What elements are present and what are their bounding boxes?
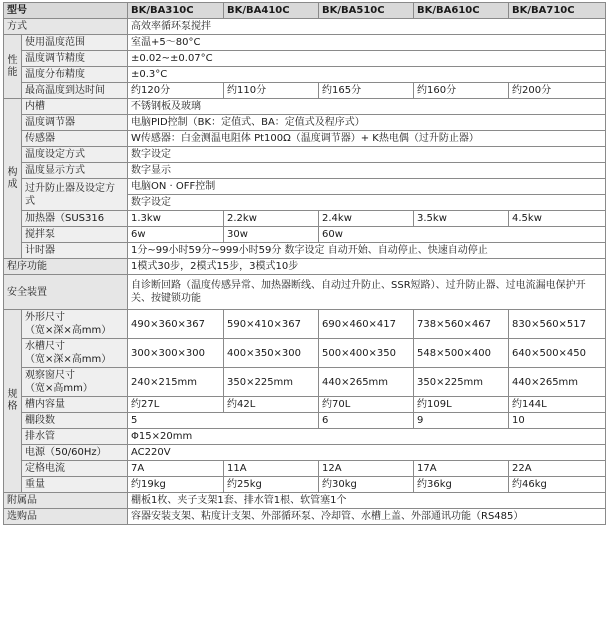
- drain-label: 排水管: [22, 429, 128, 445]
- program-label: 程序功能: [4, 259, 128, 275]
- pump-value-c: 60w: [319, 227, 606, 243]
- inner-tank-value: 不锈钢板及玻璃: [128, 99, 606, 115]
- time-to-max-row: [4, 83, 606, 99]
- heater-row: [4, 211, 606, 227]
- temp-display-value: 数字显示: [128, 163, 606, 179]
- model-4: BK/BA610C: [414, 3, 509, 19]
- time-to-max-3: 约165分: [319, 83, 414, 99]
- temp-setting-row: [4, 147, 606, 163]
- tank-size-label-1: 水槽尺寸: [25, 341, 65, 352]
- outer-size-label-1: 外形尺寸: [25, 312, 65, 323]
- sensor-row: [4, 131, 606, 147]
- shelves-row: [4, 413, 606, 429]
- specs-category: 规格: [4, 310, 22, 493]
- temp-distribution-label: 温度分布精度: [22, 67, 128, 83]
- outer-size-label-2: （宽×深×高mm）: [25, 325, 112, 336]
- window-size-5: 440×265mm: [509, 368, 606, 397]
- window-size-1: 240×215mm: [128, 368, 224, 397]
- time-to-max-4: 约160分: [414, 83, 509, 99]
- shelves-value-c: 9: [414, 413, 509, 429]
- model-5: BK/BA710C: [509, 3, 606, 19]
- temp-setting-label: 温度设定方式: [22, 147, 128, 163]
- model-2: BK/BA410C: [224, 3, 319, 19]
- temp-setting-value: 数字设定: [128, 147, 606, 163]
- outer-size-row: [4, 310, 606, 339]
- options-row: [4, 509, 606, 525]
- tank-size-5: 640×500×450: [509, 339, 606, 368]
- capacity-3: 约70L: [319, 397, 414, 413]
- program-value: 1模式30步，2模式15步，3模式10步: [128, 259, 606, 275]
- drain-row: [4, 429, 606, 445]
- time-to-max-1: 约120分: [128, 83, 224, 99]
- capacity-4: 约109L: [414, 397, 509, 413]
- weight-5: 约46kg: [509, 477, 606, 493]
- options-label: 选购品: [4, 509, 128, 525]
- time-to-max-label: 最高温度到达时间: [22, 83, 128, 99]
- safety-row: [4, 275, 606, 310]
- temp-controller-value: 电脑PID控制（BK：定值式、BA：定值式及程序式）: [128, 115, 606, 131]
- program-row: [4, 259, 606, 275]
- capacity-label: 槽内容量: [22, 397, 128, 413]
- weight-label: 重量: [22, 477, 128, 493]
- timer-row: [4, 243, 606, 259]
- window-size-3: 440×265mm: [319, 368, 414, 397]
- construction-category: 构成: [4, 99, 22, 259]
- overheat-label: 过升防止器及设定方式: [22, 179, 128, 211]
- window-size-2: 350×225mm: [224, 368, 319, 397]
- outer-size-3: 690×460×417: [319, 310, 414, 339]
- inner-tank-label: 内槽: [22, 99, 128, 115]
- outer-size-4: 738×560×467: [414, 310, 509, 339]
- temp-display-row: [4, 163, 606, 179]
- pump-value-a: 6w: [128, 227, 224, 243]
- heater-4: 3.5kw: [414, 211, 509, 227]
- temp-range-row: [4, 35, 606, 51]
- tank-size-4: 548×500×400: [414, 339, 509, 368]
- shelves-label: 棚段数: [22, 413, 128, 429]
- temp-distribution-value: ±0.3°C: [128, 67, 606, 83]
- window-size-label-1: 观察窗尺寸: [25, 370, 75, 381]
- temp-range-value: 室温+5～80°C: [128, 35, 606, 51]
- capacity-5: 约144L: [509, 397, 606, 413]
- overheat-row-1: [4, 179, 606, 195]
- current-3: 12A: [319, 461, 414, 477]
- temp-precision-label: 温度调节精度: [22, 51, 128, 67]
- temp-precision-row: [4, 51, 606, 67]
- current-row: [4, 461, 606, 477]
- heater-1: 1.3kw: [128, 211, 224, 227]
- capacity-row: [4, 397, 606, 413]
- outer-size-1: 490×360×367: [128, 310, 224, 339]
- time-to-max-5: 约200分: [509, 83, 606, 99]
- tank-size-1: 300×300×300: [128, 339, 224, 368]
- weight-1: 约19kg: [128, 477, 224, 493]
- window-size-label-2: （宽×高mm）: [25, 383, 93, 394]
- header-row: [4, 3, 606, 19]
- safety-value: 自诊断回路（温度传感异常、加热器断线、自动过升防止、SSR短路）、过升防止器、过电流漏电保护开关、按键锁功能: [128, 275, 606, 310]
- pump-label: 搅拌泵: [22, 227, 128, 243]
- weight-4: 约36kg: [414, 477, 509, 493]
- outer-size-2: 590×410×367: [224, 310, 319, 339]
- weight-row: [4, 477, 606, 493]
- temp-distribution-row: [4, 67, 606, 83]
- sensor-value: W传感器：白金测温电阻体 Pt100Ω（温度调节器）+ K热电偶（过升防止器）: [128, 131, 606, 147]
- tank-size-label-2: （宽×深×高mm）: [25, 354, 112, 365]
- current-2: 11A: [224, 461, 319, 477]
- weight-3: 约30kg: [319, 477, 414, 493]
- spec-table: [3, 2, 606, 525]
- header-label: 型号: [4, 3, 128, 19]
- heater-3: 2.4kw: [319, 211, 414, 227]
- current-4: 17A: [414, 461, 509, 477]
- overheat-value-2: 数字设定: [128, 195, 606, 211]
- capacity-2: 约42L: [224, 397, 319, 413]
- performance-category: 性能: [4, 35, 22, 99]
- temp-controller-row: [4, 115, 606, 131]
- accessories-value: 棚板1枚、夹子支架1套、排水管1根、软管塞1个: [128, 493, 606, 509]
- tank-size-3: 500×400×350: [319, 339, 414, 368]
- sensor-label: 传感器: [22, 131, 128, 147]
- inner-tank-row: [4, 99, 606, 115]
- accessories-label: 附属品: [4, 493, 128, 509]
- method-row: [4, 19, 606, 35]
- outer-size-label: [22, 310, 128, 339]
- options-value: 容器安装支架、粘度计支架、外部循环泵、冷却管、水槽上盖、外部通讯功能（RS485）: [128, 509, 606, 525]
- timer-value: 1分~99小时59分~999小时59分 数字设定 自动开始、自动停止、快速自动停止: [128, 243, 606, 259]
- current-5: 22A: [509, 461, 606, 477]
- heater-5: 4.5kw: [509, 211, 606, 227]
- power-label: 电源（50/60Hz）: [22, 445, 128, 461]
- window-size-row: [4, 368, 606, 397]
- drain-value: Φ15×20mm: [128, 429, 606, 445]
- window-size-4: 350×225mm: [414, 368, 509, 397]
- pump-value-b: 30w: [224, 227, 319, 243]
- temp-precision-value: ±0.02~±0.07°C: [128, 51, 606, 67]
- window-size-label: [22, 368, 128, 397]
- time-to-max-2: 约110分: [224, 83, 319, 99]
- model-1: BK/BA310C: [128, 3, 224, 19]
- method-label: 方式: [4, 19, 128, 35]
- overheat-value-1: 电脑ON · OFF控制: [128, 179, 606, 195]
- temp-controller-label: 温度调节器: [22, 115, 128, 131]
- pump-row: [4, 227, 606, 243]
- heater-label: 加热器（SUS316: [22, 211, 128, 227]
- current-label: 定格电流: [22, 461, 128, 477]
- power-row: [4, 445, 606, 461]
- shelves-value-b: 6: [319, 413, 414, 429]
- power-value: AC220V: [128, 445, 606, 461]
- temp-range-label: 使用温度范围: [22, 35, 128, 51]
- outer-size-5: 830×560×517: [509, 310, 606, 339]
- method-value: 高效率循环泵搅拌: [128, 19, 606, 35]
- weight-2: 约25kg: [224, 477, 319, 493]
- tank-size-2: 400×350×300: [224, 339, 319, 368]
- timer-label: 计时器: [22, 243, 128, 259]
- current-1: 7A: [128, 461, 224, 477]
- accessories-row: [4, 493, 606, 509]
- safety-label: 安全装置: [4, 275, 128, 310]
- tank-size-row: [4, 339, 606, 368]
- heater-2: 2.2kw: [224, 211, 319, 227]
- model-3: BK/BA510C: [319, 3, 414, 19]
- temp-display-label: 温度显示方式: [22, 163, 128, 179]
- capacity-1: 约27L: [128, 397, 224, 413]
- tank-size-label: [22, 339, 128, 368]
- shelves-value-a: 5: [128, 413, 319, 429]
- shelves-value-d: 10: [509, 413, 606, 429]
